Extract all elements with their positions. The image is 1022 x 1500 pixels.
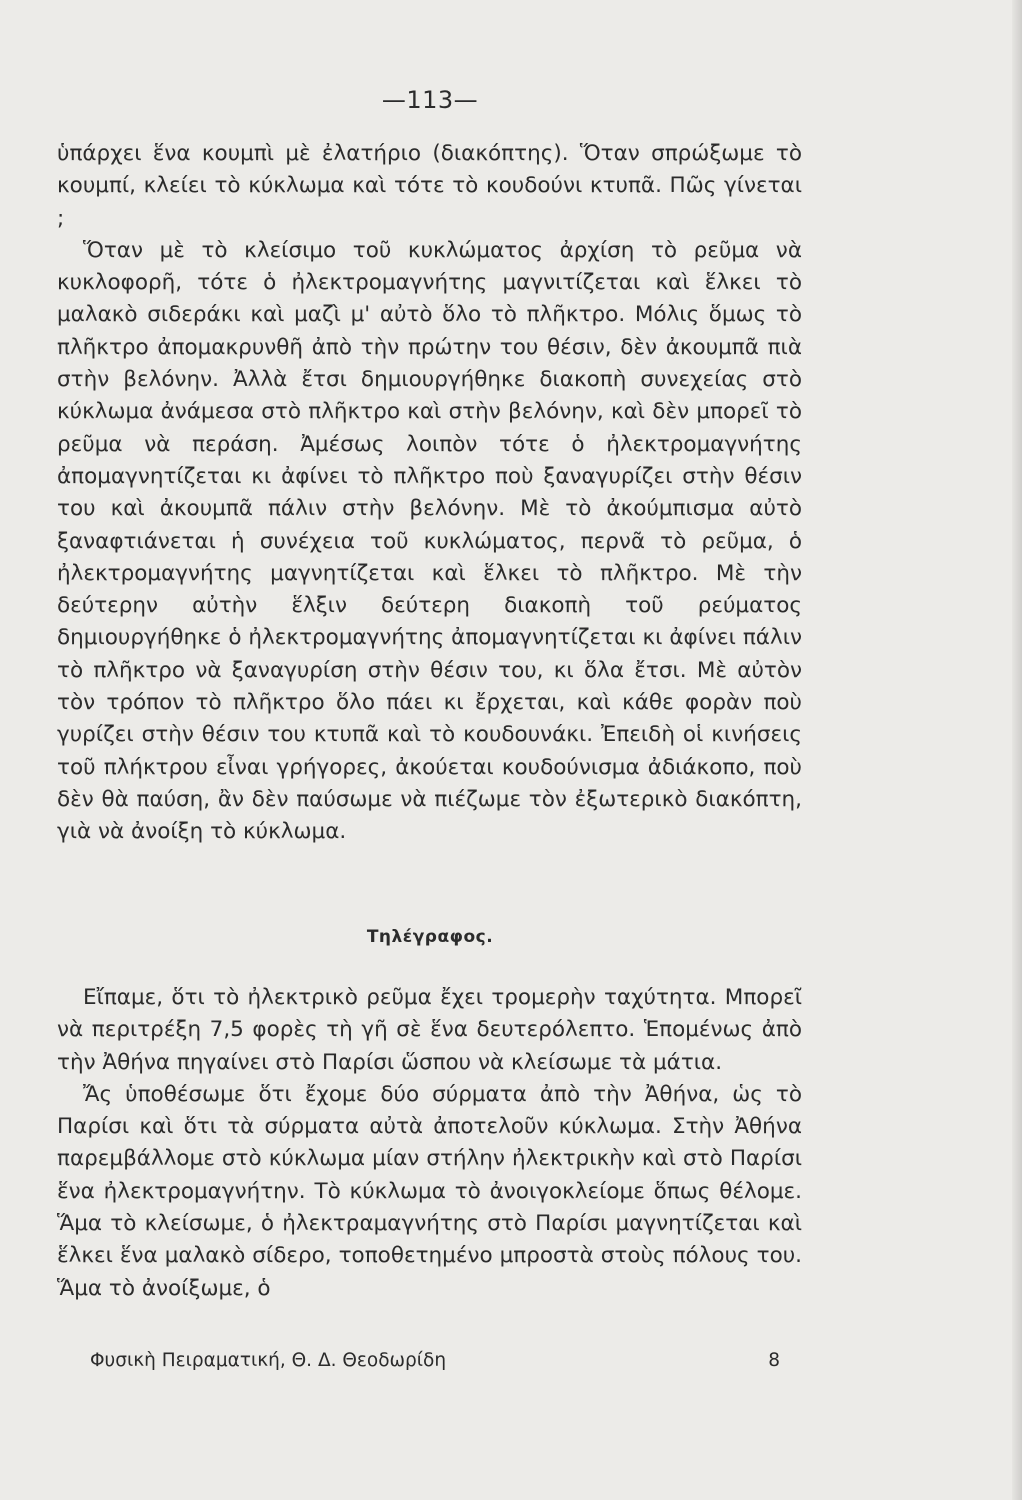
footer-book-title: Φυσικὴ Πειραματική, Θ. Δ. Θεοδωρίδη: [90, 1350, 447, 1371]
paragraph-current-speed: Εἴπαμε, ὅτι τὸ ἠλεκτρικὸ ρεῦμα ἔχει τρομερὴν ταχύτητα. Μπορεῖ νὰ περιτρέξη 7,5 φορὲς τὴ γῆ σὲ ἕνα δευτερόλεπτο. Ἑπομένως ἀπὸ τὴν Ἀθήνα πηγαίνει στὸ Παρίσι ὥσπου νὰ κλείσωμε τὰ μάτια.: [57, 985, 802, 1075]
page-edge-shadow: [1012, 0, 1022, 1500]
body-text-bottom: [57, 982, 802, 1305]
paragraph-continuation: ὑπάρχει ἕνα κουμπὶ μὲ ἐλατήριο (διακόπτης). Ὅταν σπρώξωμε τὸ κουμπί, κλείει τὸ κύκλωμα καὶ τότε τὸ κουδούνι κτυπᾶ. Πῶς γίνεται ;: [57, 141, 802, 231]
paragraph-telegraph-circuit: Ἄς ὑποθέσωμε ὅτι ἔχομε δύο σύρματα ἀπὸ τὴν Ἀθήνα, ὡς τὸ Παρίσι καὶ ὅτι τὰ σύρματα αὐτὰ ἀποτελοῦν κύκλωμα. Στὴν Ἀθήνα παρεμβάλλομε στὸ κύκλωμα μίαν στήλην ἠλεκτρικὴν καὶ στὸ Παρίσι ἕνα ἠλεκτρομαγνήτην. Τὸ κύκλωμα τὸ ἀνοιγοκλείομε ὅπως θέλομε. Ἅμα τὸ κλείσωμε, ὁ ἠλεκτραμαγνήτης στὸ Παρίσι μαγνητίζεται καὶ ἕλκει ἕνα μαλακὸ σίδερο, τοποθετημένο μπροστὰ στοὺς πόλους του. Ἅμα τὸ ἀνοίξωμε, ὁ: [57, 1081, 802, 1301]
footer-signature-mark: 8: [768, 1350, 780, 1371]
page-number: —113—: [381, 86, 479, 114]
section-heading-telegraph: Τηλέγραφος.: [366, 927, 494, 947]
body-text-top: [57, 138, 802, 849]
paragraph-bell-mechanism: Ὅταν μὲ τὸ κλείσιμο τοῦ κυκλώματος ἀρχίση τὸ ρεῦμα νὰ κυκλοφορῆ, τότε ὁ ἠλεκτρομαγνήτης μαγνιτίζεται καὶ ἕλκει τὸ μαλακὸ σιδεράκι καὶ μαζὶ μ' αὐτὸ ὅλο τὸ πλῆκτρο. Μόλις ὅμως τὸ πλῆκτρο ἀπομακρυνθῆ ἀπὸ τὴν πρώτην του θέσιν, δὲν ἀκουμπᾶ πιὰ στὴν βελόνην. Ἀλλὰ ἔτσι δημιουργήθηκε διακοπὴ συνεχείας στὸ κύκλωμα ἀνάμεσα στὸ πλῆκτρο καὶ στὴν βελόνην, καὶ δὲν μπορεῖ τὸ ρεῦμα νὰ περάση. Ἀμέσως λοιπὸν τότε ὁ ἠλεκτρομαγνήτης ἀπομαγνητίζεται κι ἀφίνει τὸ πλῆκτρο ποὺ ξαναγυρίζει στὴν θέσιν του καὶ ἀκουμπᾶ πάλιν στὴν βελόνην. Μὲ τὸ ἀκούμπισμα αὐτὸ ξαναφτιάνεται ἡ συνέχεια τοῦ κυκλώματος, περνᾶ τὸ ρεῦμα, ὁ ἠλεκτρομαγνήτης μαγνητίζεται καὶ ἕλκει τὸ πλῆκτρο. Μὲ τὴν δεύτερην αὐτὴν ἕλξιν δεύτερη διακοπὴ τοῦ ρεύματος δημιουργήθηκε ὁ ἠλεκτρομαγνήτης ἀπομαγνητίζεται κι ἀφίνει πάλιν τὸ πλῆκτρο νὰ ξαναγυρίση στὴν θέσιν του, κι ὅλα ἔτσι. Μὲ αὐτὸν τὸν τρόπον τὸ πλῆκτρο ὅλο πάει κι ἔρχεται, καὶ κάθε φορὰν ποὺ γυρίζει στὴν θέσιν του κτυπᾶ καὶ τὸ κουδουνάκι. Ἐπειδὴ οἱ κινήσεις τοῦ πλήκτρου εἶναι γρήγορες, ἀκούεται κουδούνισμα ἀδιάκοπο, ποὺ δὲν θὰ παύση, ἂν δὲν παύσωμε νὰ πιέζωμε τὸν ἐξωτερικὸ διακόπτη, γιὰ νὰ ἀνοίξη τὸ κύκλωμα.: [57, 237, 802, 845]
